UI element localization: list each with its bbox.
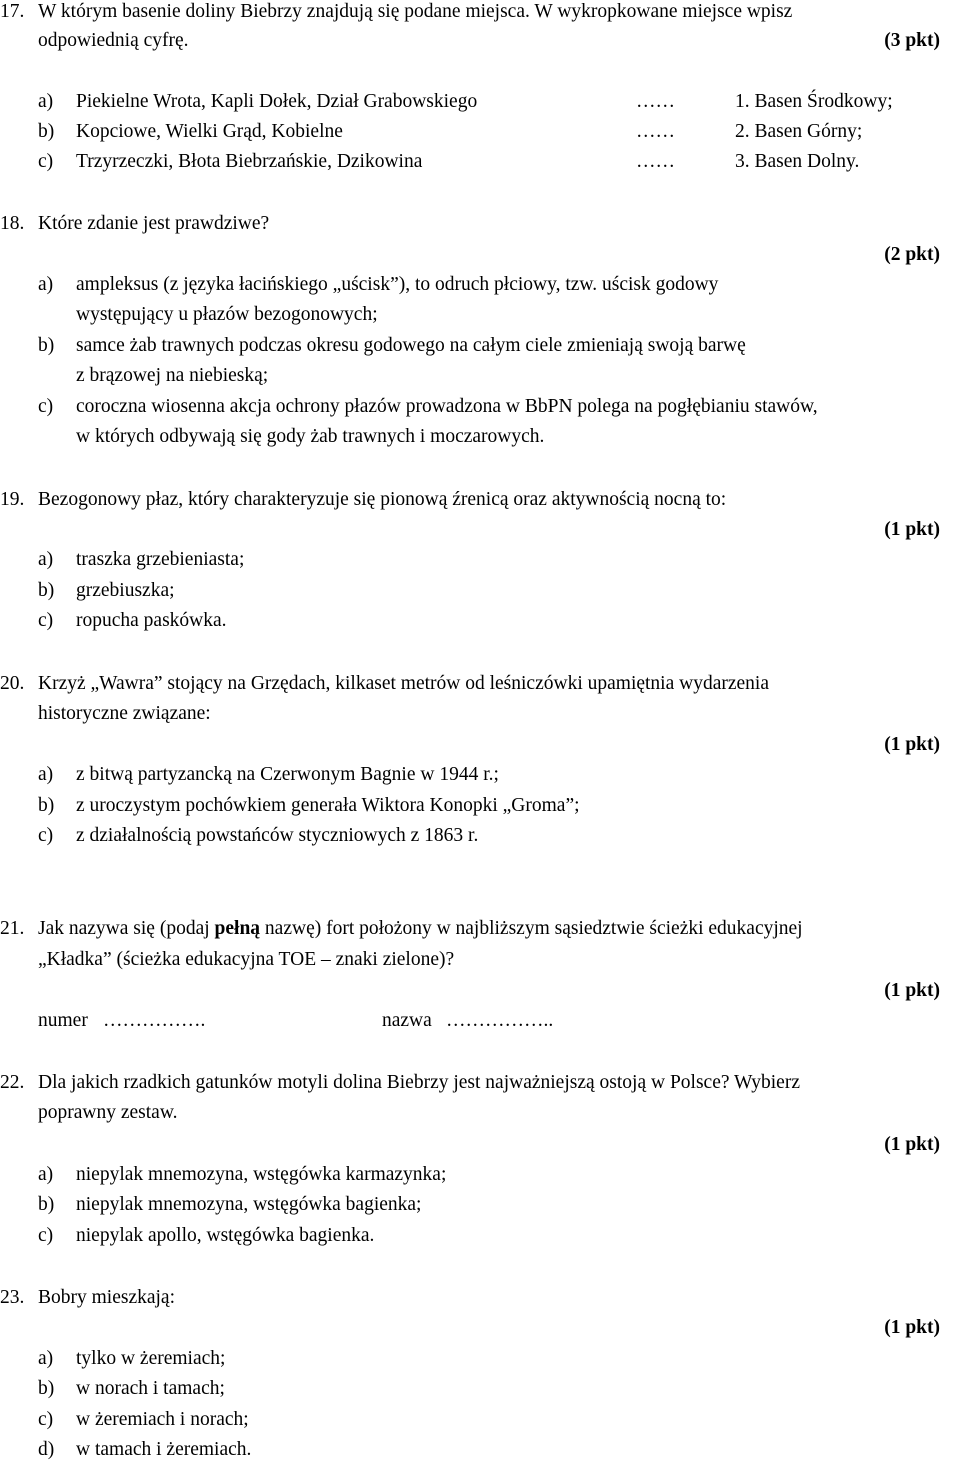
q17-option-a xyxy=(0,90,960,114)
q22-points: (1 pkt) xyxy=(884,1134,940,1155)
q21-heading xyxy=(0,917,960,941)
numer-label: numer xyxy=(38,1010,88,1031)
q23-points-line xyxy=(0,1316,960,1340)
option-text: w tamach i żeremiach. xyxy=(76,1439,252,1460)
q17-number: 17. xyxy=(0,1,25,22)
q17-option-c xyxy=(0,150,960,174)
q17-text-line1: W którym basenie doliny Biebrzy znajdują się podane miejsca. W wykropkowane miejsce wpisz xyxy=(38,1,793,22)
option-text: Kopciowe, Wielki Grąd, Kobielne xyxy=(76,121,343,142)
q21-text-line2: „Kładka” (ścieżka edukacyjna TOE – znaki zielone)? xyxy=(38,949,455,970)
option-text: niepylak mnemozyna, wstęgówka bagienka; xyxy=(76,1194,422,1215)
q22-option-a xyxy=(0,1163,960,1187)
q17-points: (3 pkt) xyxy=(884,30,940,51)
option-text-line2: występujący u płazów bezogonowych; xyxy=(76,304,378,325)
q19-number: 19. xyxy=(0,489,25,510)
q21-number: 21. xyxy=(0,918,25,939)
basin-label: 1. Basen Środkowy; xyxy=(735,91,893,112)
option-letter: c) xyxy=(38,396,54,417)
option-text: niepylak mnemozyna, wstęgówka karmazynka; xyxy=(76,1164,447,1185)
q23-option-c xyxy=(0,1408,960,1432)
q20-points-line xyxy=(0,733,960,757)
option-letter: c) xyxy=(38,1225,54,1246)
q21-text-bold: pełną xyxy=(214,918,261,939)
q23-text: Bobry mieszkają: xyxy=(38,1287,176,1308)
q20-text-line2: historyczne związane: xyxy=(38,703,211,724)
q18-option-c-cont xyxy=(0,425,960,449)
q18-points: (2 pkt) xyxy=(884,244,940,265)
option-text: tylko w żeremiach; xyxy=(76,1348,226,1369)
option-letter: c) xyxy=(38,151,54,172)
q18-heading xyxy=(0,212,960,236)
basin-label: 3. Basen Dolny. xyxy=(735,151,860,172)
option-text-line2: w których odbywają się gody żab trawnych i moczarowych. xyxy=(76,426,545,447)
q20-heading xyxy=(0,672,960,696)
option-letter: b) xyxy=(38,121,55,142)
q21-points: (1 pkt) xyxy=(884,980,940,1001)
q22-points-line xyxy=(0,1133,960,1157)
q20-number: 20. xyxy=(0,673,25,694)
q17-option-b xyxy=(0,120,960,144)
option-text: z działalnością powstańców styczniowych z 1863 r. xyxy=(76,825,479,846)
q23-heading xyxy=(0,1286,960,1310)
option-letter: b) xyxy=(38,1378,55,1399)
option-letter: a) xyxy=(38,91,54,112)
q19-points-line xyxy=(0,518,960,542)
option-text-line1: coroczna wiosenna akcja ochrony płazów prowadzona w BbPN polega na pogłębianiu stawów, xyxy=(76,396,818,417)
q19-points: (1 pkt) xyxy=(884,519,940,540)
q22-heading-line2 xyxy=(0,1101,960,1125)
q18-number: 18. xyxy=(0,213,25,234)
option-letter: b) xyxy=(38,1194,55,1215)
option-text: w żeremiach i norach; xyxy=(76,1409,249,1430)
option-letter: c) xyxy=(38,825,54,846)
q22-text-line2: poprawny zestaw. xyxy=(38,1102,178,1123)
q22-heading xyxy=(0,1071,960,1095)
q19-option-c xyxy=(0,609,960,633)
q17-heading-line2 xyxy=(0,29,960,53)
q17-heading xyxy=(0,0,960,24)
q18-option-b xyxy=(0,334,960,358)
option-text-line2: z brązowej na niebieską; xyxy=(76,365,269,386)
q18-text: Które zdanie jest prawdziwe? xyxy=(38,213,270,234)
q18-option-c xyxy=(0,395,960,419)
q20-option-c xyxy=(0,824,960,848)
option-letter: a) xyxy=(38,549,54,570)
option-text: Trzyrzeczki, Błota Biebrzańskie, Dzikowina xyxy=(76,151,423,172)
q23-points: (1 pkt) xyxy=(884,1317,940,1338)
option-letter: a) xyxy=(38,274,54,295)
q21-text-line1 xyxy=(38,917,803,941)
q18-option-a xyxy=(0,273,960,297)
q22-text-line1: Dla jakich rzadkich gatunków motyli dolina Biebrzy jest najważniejszą ostoją w Polsce? Wybierz xyxy=(38,1072,800,1093)
q23-option-b xyxy=(0,1377,960,1401)
q23-option-d xyxy=(0,1438,960,1462)
option-letter: a) xyxy=(38,1164,54,1185)
q19-text: Bezogonowy płaz, który charakteryzuje się pionową źrenicą oraz aktywnością nocną to: xyxy=(38,489,727,510)
option-text: grzebiuszka; xyxy=(76,580,175,601)
nazwa-label: nazwa xyxy=(382,1010,432,1031)
option-text: z bitwą partyzancką na Czerwonym Bagnie w 1944 r.; xyxy=(76,764,499,785)
q18-points-line xyxy=(0,243,960,267)
q17-text-line2: odpowiednią cyfrę. xyxy=(38,30,189,51)
q20-text-line1: Krzyż „Wawra” stojący na Grzędach, kilkaset metrów od leśniczówki upamiętnia wydarzenia xyxy=(38,673,769,694)
q23-option-a xyxy=(0,1347,960,1371)
answer-blank[interactable]: …… xyxy=(636,121,675,142)
q19-option-a xyxy=(0,548,960,572)
answer-blank[interactable]: …… xyxy=(636,91,675,112)
option-text: ropucha paskówka. xyxy=(76,610,227,631)
q21-text-part1: Jak nazywa się (podaj xyxy=(38,918,215,939)
q21-answer-line xyxy=(0,1009,960,1033)
q22-number: 22. xyxy=(0,1072,25,1093)
answer-blank[interactable]: …… xyxy=(636,151,675,172)
basin-label: 2. Basen Górny; xyxy=(735,121,863,142)
q18-option-a-cont xyxy=(0,303,960,327)
q19-heading xyxy=(0,488,960,512)
option-letter: b) xyxy=(38,795,55,816)
option-letter: a) xyxy=(38,1348,54,1369)
option-text: w norach i tamach; xyxy=(76,1378,225,1399)
q20-option-a xyxy=(0,763,960,787)
option-letter: c) xyxy=(38,1409,54,1430)
option-text-line1: samce żab trawnych podczas okresu godowego na całym ciele zmieniają swoją barwę xyxy=(76,335,746,356)
option-letter: d) xyxy=(38,1439,55,1460)
q20-option-b xyxy=(0,794,960,818)
q21-text-part3: nazwę) fort położony w najbliższym sąsiedztwie ścieżki edukacyjnej xyxy=(260,918,803,939)
nazwa-blank[interactable]: …………….. xyxy=(446,1010,554,1031)
option-text-line1: ampleksus (z języka łacińskiego „uścisk”), to odruch płciowy, tzw. uścisk godowy xyxy=(76,274,719,295)
q21-heading-line2 xyxy=(0,948,960,972)
option-letter: b) xyxy=(38,335,55,356)
q22-option-c xyxy=(0,1224,960,1248)
q20-points: (1 pkt) xyxy=(884,734,940,755)
numer-blank[interactable]: ……………. xyxy=(103,1010,206,1031)
option-letter: c) xyxy=(38,610,54,631)
option-text: z uroczystym pochówkiem generała Wiktora Konopki „Groma”; xyxy=(76,795,580,816)
option-text: niepylak apollo, wstęgówka bagienka. xyxy=(76,1225,375,1246)
q23-number: 23. xyxy=(0,1287,25,1308)
option-text: traszka grzebieniasta; xyxy=(76,549,245,570)
option-letter: a) xyxy=(38,764,54,785)
option-text: Piekielne Wrota, Kapli Dołek, Dział Grabowskiego xyxy=(76,91,478,112)
option-letter: b) xyxy=(38,580,55,601)
q19-option-b xyxy=(0,579,960,603)
q22-option-b xyxy=(0,1193,960,1217)
q21-points-line xyxy=(0,979,960,1003)
q20-heading-line2 xyxy=(0,702,960,726)
q18-option-b-cont xyxy=(0,364,960,388)
